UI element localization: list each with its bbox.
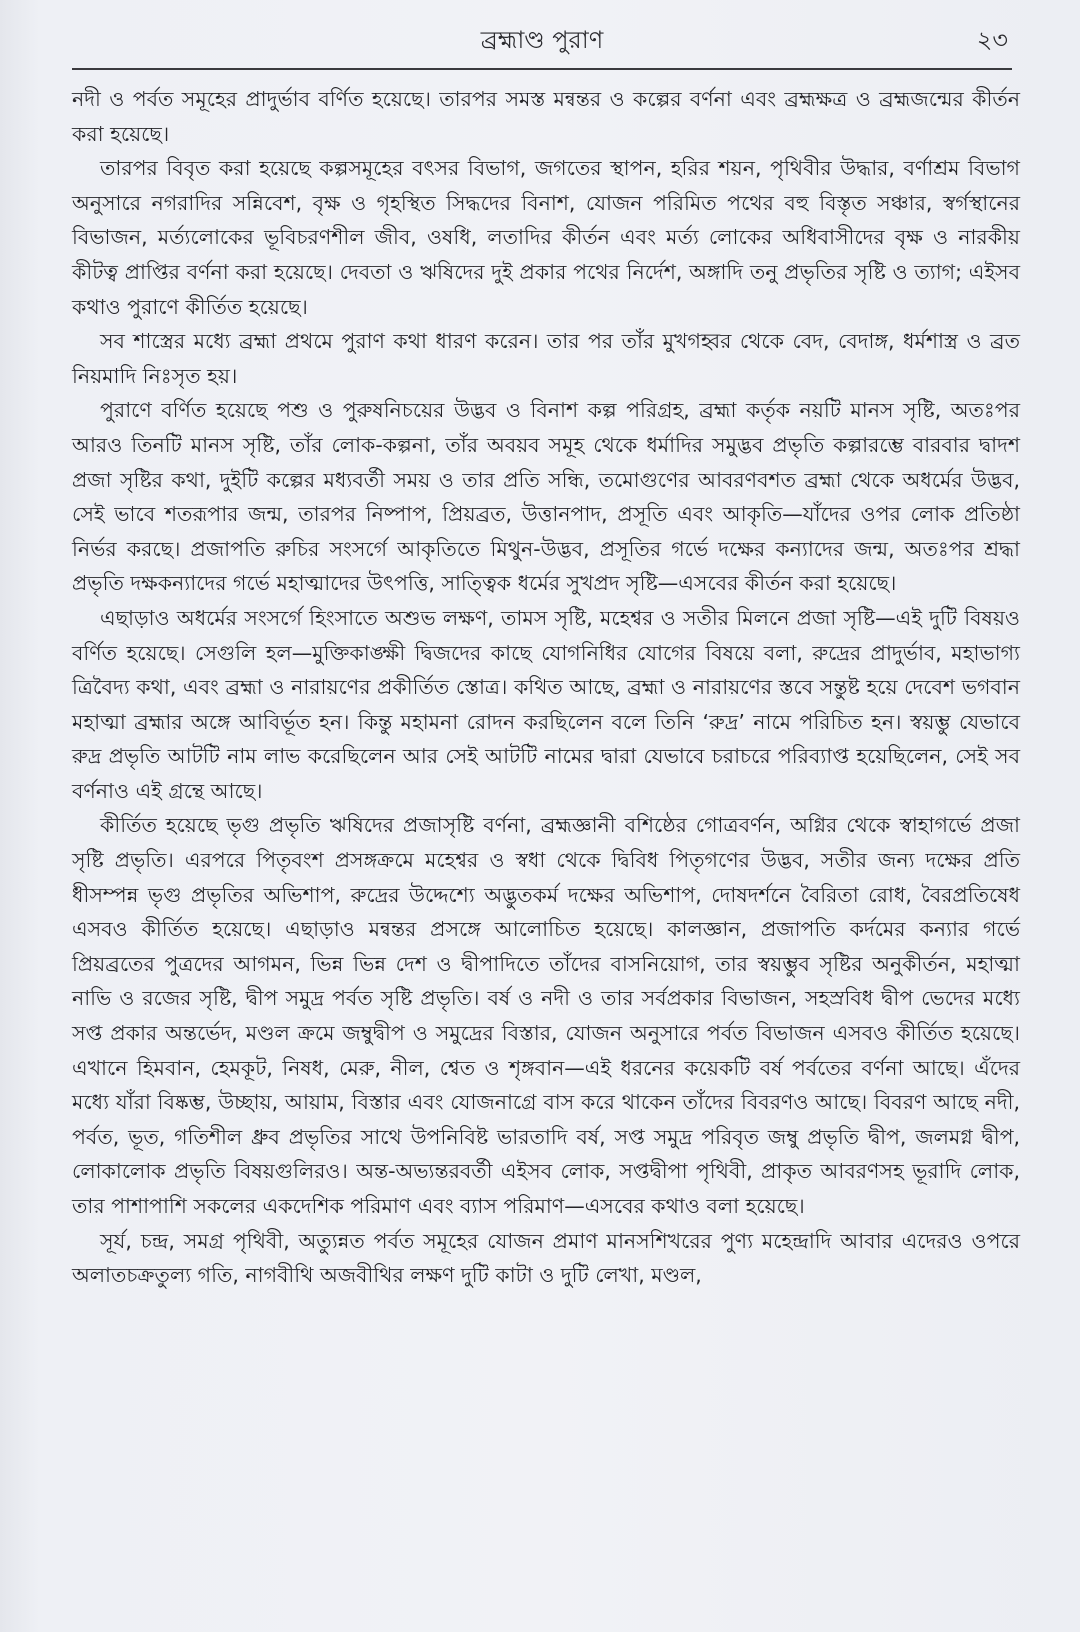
- body-text: [72, 82, 1020, 1293]
- paragraph-2: তারপর বিবৃত করা হয়েছে কল্পসমূহের বৎসর বিভাগ, জগতের স্থাপন, হরির শয়ন, পৃথিবীর উদ্ধার, বর্ণাশ্রম বিভাগ অনুসারে নগরাদির সন্নিবেশ, বৃক্ষ ও গৃহস্থিত সিদ্ধদের বিনাশ, যোজন পরিমিত পথের বহু বিস্তৃত সঞ্চার, স্বর্গস্থানের বিভাজন, মর্ত্যলোকের ভূবিচরণশীল জীব, ওষধি, লতাদির কীর্তন এবং মর্ত্য লোকের অধিবাসীদের বৃক্ষ ও নারকীয় কীটত্ব প্রাপ্তির বর্ণনা করা হয়েছে। দেবতা ও ঋষিদের দুই প্রকার পথের নির্দেশ, অঙ্গাদি তনু প্রভৃতির সৃষ্টি ও ত্যাগ; এইসব কথাও পুরাণে কীর্তিত হয়েছে।: [72, 156, 1020, 319]
- paragraph-4: পুরাণে বর্ণিত হয়েছে পশু ও পুরুষনিচয়ের উদ্ভব ও বিনাশ কল্প পরিগ্রহ, ব্রহ্মা কর্তৃক নয়টি মানস সৃষ্টি, অতঃপর আরও তিনটি মানস সৃষ্টি, তাঁর লোক-কল্পনা, তাঁর অবয়ব সমূহ থেকে ধর্মাদির সমুদ্ভব প্রভৃতি কল্পারম্ভে বারবার দ্বাদশ প্রজা সৃষ্টির কথা, দুইটি কল্পের মধ্যবর্তী সময় ও তার প্রতি সন্ধি, তমোগুণের আবরণবশত ব্রহ্মা থেকে অধর্মের উদ্ভব, সেই ভাবে শতরূপার জন্ম, তারপর নিষ্পাপ, প্রিয়ব্রত, উত্তানপাদ, প্রসূতি এবং আকৃতি—যাঁদের ওপর লোক প্রতিষ্ঠা নির্ভর করছে। প্রজাপতি রুচির সংসর্গে আকৃতিতে মিথুন-উদ্ভব, প্রসূতির গর্ভে দক্ষের কন্যাদের জন্ম, অতঃপর শ্রদ্ধা প্রভৃতি দক্ষকন্যাদের গর্ভে মহাত্মাদের উৎপত্তি, সাত্ত্বিক ধর্মের সুখপ্রদ সৃষ্টি—এসবের কীর্তন করা হয়েছে।: [72, 398, 1020, 596]
- paragraph-3: সব শাস্ত্রের মধ্যে ব্রহ্মা প্রথমে পুরাণ কথা ধারণ করেন। তার পর তাঁর মুখগহ্বর থেকে বেদ, বেদাঙ্গ, ধর্মশাস্ত্র ও ব্রত নিয়মাদি নিঃসৃত হয়।: [72, 329, 1020, 388]
- paragraph-5: এছাড়াও অধর্মের সংসর্গে হিংসাতে অশুভ লক্ষণ, তামস সৃষ্টি, মহেশ্বর ও সতীর মিলনে প্রজা সৃষ্টি—এই দুটি বিষয়ও বর্ণিত হয়েছে। সেগুলি হল—মুক্তিকাঙ্ক্ষী দ্বিজদের কাছে যোগনিধির যোগের বিষয়ে বলা, রুদ্রের প্রাদুর্ভাব, মহাভাগ্য ত্রিবৈদ্য কথা, এবং ব্রহ্মা ও নারায়ণের প্রকীর্তিত স্তোত্র। কথিত আছে, ব্রহ্মা ও নারায়ণের স্তবে সন্তুষ্ট হয়ে দেবেশ ভগবান মহাত্মা ব্রহ্মার অঙ্গে আবির্ভূত হন। কিন্তু মহামনা রোদন করছিলেন বলে তিনি ‘রুদ্র’ নামে পরিচিত হন। স্বয়ম্ভু যেভাবে রুদ্র প্রভৃতি আটটি নাম লাভ করেছিলেন আর সেই আটটি নামের দ্বারা যেভাবে চরাচরে পরিব্যাপ্ত হয়েছিলেন, সেই সব বর্ণনাও এই গ্রন্থে আছে।: [72, 605, 1020, 803]
- paragraph-6: কীর্তিত হয়েছে ভৃগু প্রভৃতি ঋষিদের প্রজাসৃষ্টি বর্ণনা, ব্রহ্মজ্ঞানী বশিষ্ঠের গোত্রবর্ণন, অগ্নির থেকে স্বাহাগর্ভে প্রজা সৃষ্টি প্রভৃতি। এরপরে পিতৃবংশ প্রসঙ্গক্রমে মহেশ্বর ও স্বধা থেকে দ্বিবিধ পিতৃগণের উদ্ভব, সতীর জন্য দক্ষের প্রতি ধীসম্পন্ন ভৃগু প্রভৃতির অভিশাপ, রুদ্রের উদ্দেশ্যে অদ্ভুতকর্ম দক্ষের অভিশাপ, দোষদর্শনে বৈরিতা রোধ, বৈরপ্রতিষেধ এসবও কীর্তিত হয়েছে। এছাড়াও মন্বন্তর প্রসঙ্গে আলোচিত হয়েছে। কালজ্ঞান, প্রজাপতি কর্দমের কন্যার গর্ভে প্রিয়ব্রতের পুত্রদের আগমন, ভিন্ন ভিন্ন দেশ ও দ্বীপাদিতে তাঁদের বাসনিয়োগ, তার স্বয়ম্ভুব সৃষ্টির অনুকীর্তন, মহাত্মা নাভি ও রজের সৃষ্টি, দ্বীপ সমুদ্র পর্বত সৃষ্টি প্রভৃতি। বর্ষ ও নদী ও তার সর্বপ্রকার বিভাজন, সহস্রবিধ দ্বীপ ভেদের মধ্যে সপ্ত প্রকার অন্তর্ভেদ, মণ্ডল ক্রমে জম্বুদ্বীপ ও সমুদ্রের বিস্তার, যোজন অনুসারে পর্বত বিভাজন এসবও কীর্তিত হয়েছে। এখানে হিমবান, হেমকূট, নিষধ, মেরু, নীল, শ্বেত ও শৃঙ্গবান—এই ধরনের কয়েকটি বর্ষ পর্বতের বর্ণনা আছে। এঁদের মধ্যে যাঁরা বিষ্কম্ভ, উচ্ছায়, আয়াম, বিস্তার এবং যোজনাগ্রে বাস করে থাকেন তাঁদের বিবরণও আছে। বিবরণ আছে নদী, পর্বত, ভূত, গতিশীল ধ্রুব প্রভৃতির সাথে উপনিবিষ্ট ভারতাদি বর্ষ, সপ্ত সমুদ্র পরিবৃত জম্বু প্রভৃতি দ্বীপ, জলমগ্ন দ্বীপ, লোকালোক প্রভৃতি বিষয়গুলিরও। অন্ত-অভ্যন্তরবর্তী এইসব লোক, সপ্তদ্বীপা পৃথিবী, প্রাকৃত আবরণসহ ভূরাদি লোক, তার পাশাপাশি সকলের একদেশিক পরিমাণ এবং ব্যাস পরিমাণ—এসবের কথাও বলা হয়েছে।: [72, 813, 1020, 1218]
- running-header: [72, 18, 1012, 68]
- book-title: ব্রহ্মাণ্ড পুরাণ: [480, 26, 604, 54]
- paragraph-1: নদী ও পর্বত সমূহের প্রাদুর্ভাব বর্ণিত হয়েছে। তারপর সমস্ত মন্বন্তর ও কল্পের বর্ণনা এবং ব্রহ্মক্ষত্র ও ব্রহ্মজন্মের কীর্তন করা হয়েছে।: [72, 87, 1020, 146]
- header-divider: [72, 68, 1012, 70]
- paragraph-7: সূর্য, চন্দ্র, সমগ্র পৃথিবী, অত্যুন্নত পর্বত সমূহের যোজন প্রমাণ মানসশিখরের পুণ্য মহেন্দ্রাদি আবার এদেরও ওপরে অলাতচক্রতুল্য গতি, নাগবীথি অজবীথির লক্ষণ দুটি কাটা ও দুটি লেখা, মণ্ডল,: [72, 1228, 1020, 1288]
- page-number: ২৩: [976, 26, 1008, 54]
